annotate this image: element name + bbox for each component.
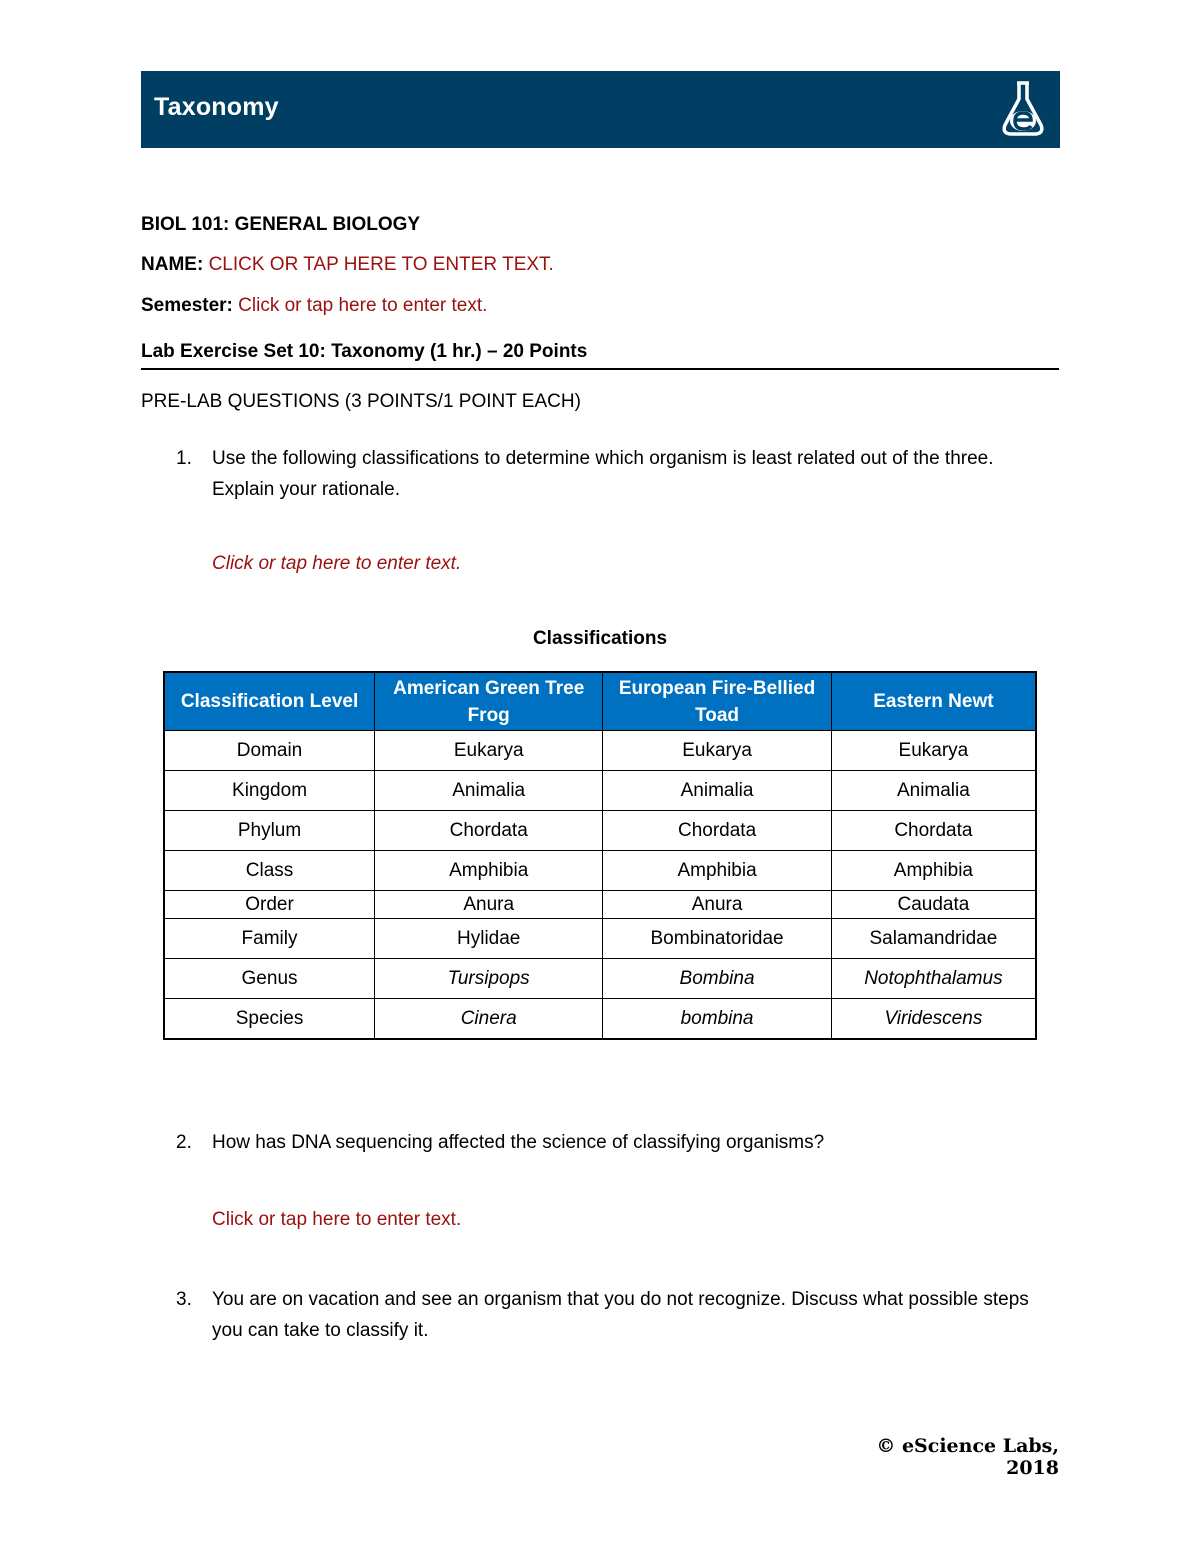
table-row (164, 999, 1036, 1040)
question-2 (176, 1127, 1056, 1158)
header-eastern-newt: Eastern Newt (831, 672, 1036, 731)
table-row (164, 811, 1036, 851)
answer-2-input[interactable]: Click or tap here to enter text. (212, 1209, 462, 1230)
page-title: Taxonomy (154, 93, 279, 121)
question-1 (176, 443, 1056, 505)
table-row (164, 959, 1036, 999)
course-title: BIOL 101: GENERAL BIOLOGY (141, 214, 421, 235)
title-banner (141, 71, 1060, 148)
table-cell: Animalia (375, 771, 603, 811)
table-cell: Animalia (831, 771, 1036, 811)
table-row (164, 771, 1036, 811)
table-cell: Phylum (164, 811, 375, 851)
table-cell: Animalia (603, 771, 831, 811)
semester-input[interactable]: Click or tap here to enter text. (238, 295, 488, 316)
table-cell: Salamandridae (831, 919, 1036, 959)
lab-exercise-title: Lab Exercise Set 10: Taxonomy (1 hr.) – 20 Points (141, 341, 588, 362)
question-number: 2. (176, 1132, 192, 1153)
table-cell: Chordata (831, 811, 1036, 851)
table-cell: Eukarya (375, 731, 603, 771)
table-cell: Tursipops (375, 959, 603, 999)
table-cell: Species (164, 999, 375, 1040)
question-text: How has DNA sequencing affected the science of classifying organisms? (212, 1132, 825, 1153)
divider (141, 368, 1059, 370)
question-number: 1. (176, 448, 192, 469)
table-cell: Chordata (375, 811, 603, 851)
table-cell: Family (164, 919, 375, 959)
table-cell: Anura (603, 891, 831, 919)
name-row (141, 254, 554, 276)
header-american-green-tree-frog: American Green Tree Frog (375, 672, 603, 731)
table-cell: Bombinatoridae (603, 919, 831, 959)
question-text: You are on vacation and see an organism that you do not recognize. Discuss what possible steps you can take to classify it. (212, 1289, 1029, 1341)
table-caption: Classifications (532, 628, 668, 649)
copyright-footer: © eScience Labs, 2018 (876, 1435, 1059, 1479)
table-cell: Amphibia (375, 851, 603, 891)
table-row (164, 851, 1036, 891)
table-cell: Order (164, 891, 375, 919)
table-cell: bombina (603, 999, 831, 1040)
table-cell: Amphibia (603, 851, 831, 891)
table-header-row (164, 672, 1036, 731)
table-cell: Notophthalamus (831, 959, 1036, 999)
table-cell: Caudata (831, 891, 1036, 919)
question-3 (176, 1284, 1056, 1346)
table-cell: Bombina (603, 959, 831, 999)
name-input[interactable]: CLICK OR TAP HERE TO ENTER TEXT. (208, 254, 554, 275)
flask-e-logo-icon (998, 79, 1048, 139)
table-cell: Viridescens (831, 999, 1036, 1040)
semester-row (141, 295, 487, 317)
table-cell: Amphibia (831, 851, 1036, 891)
table-cell: Chordata (603, 811, 831, 851)
question-text: Use the following classifications to determine which organism is least related out of the three. Explain your rationale. (212, 448, 994, 500)
name-label: NAME: (141, 254, 204, 275)
table-row (164, 891, 1036, 919)
table-cell: Domain (164, 731, 375, 771)
answer-1-input[interactable]: Click or tap here to enter text. (212, 553, 462, 574)
header-classification-level: Classification Level (164, 672, 375, 731)
table-row (164, 919, 1036, 959)
table-cell: Eukarya (603, 731, 831, 771)
table-cell: Class (164, 851, 375, 891)
question-number: 3. (176, 1289, 192, 1310)
table-row (164, 731, 1036, 771)
header-european-fire-bellied-toad: European Fire-Bellied Toad (603, 672, 831, 731)
table-cell: Genus (164, 959, 375, 999)
classification-table (163, 671, 1037, 1040)
table-cell: Cinera (375, 999, 603, 1040)
section-title: PRE-LAB QUESTIONS (3 POINTS/1 POINT EACH) (141, 391, 581, 412)
table-cell: Kingdom (164, 771, 375, 811)
table-cell: Eukarya (831, 731, 1036, 771)
semester-label: Semester: (141, 295, 233, 316)
table-cell: Anura (375, 891, 603, 919)
table-cell: Hylidae (375, 919, 603, 959)
